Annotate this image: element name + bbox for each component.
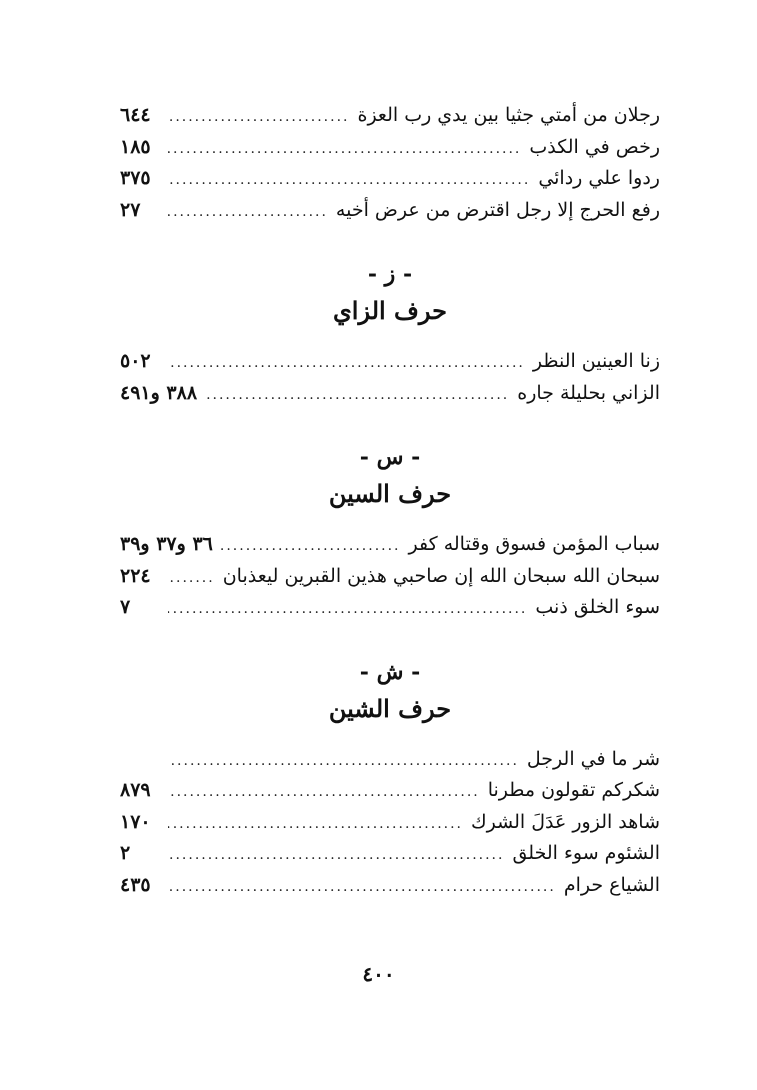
block-ra — [120, 100, 660, 226]
page-number: ٤٠٠ — [362, 962, 395, 986]
section-shin — [120, 656, 660, 902]
leader-dots — [168, 594, 527, 626]
leader-dots — [168, 197, 328, 229]
leader-dots — [168, 134, 521, 166]
index-entry — [120, 132, 660, 164]
entry-page-number: ١٨٥ — [120, 135, 151, 158]
leader-dots — [168, 563, 215, 595]
section-letter: - س - — [359, 444, 421, 470]
index-entry — [120, 592, 660, 624]
index-entry — [120, 346, 660, 378]
index-entry — [120, 378, 660, 410]
entry-text: سباب المؤمن فسوق وقتاله كفر — [408, 533, 660, 555]
index-entry — [120, 744, 660, 776]
entry-page-number: ٣٦ و٣٧ و٣٩ — [120, 533, 213, 555]
entry-page-number: ٣٨٨ و٤٩١ — [120, 381, 198, 404]
section-title: حرف السين — [328, 479, 452, 508]
section-title: حرف الشين — [328, 693, 452, 723]
leader-dots — [168, 840, 504, 872]
section-letter: - ش - — [359, 658, 421, 685]
entry-text: زنا العينين النظر — [532, 350, 660, 372]
entry-page-number: ٥٠٢ — [120, 350, 151, 372]
leader-dots — [205, 380, 509, 412]
entry-page-number: ٢ — [120, 842, 131, 864]
entry-page-number: ٤٣٥ — [120, 873, 151, 896]
leader-dots — [168, 165, 530, 197]
entry-page-number: ١٧٠ — [120, 810, 151, 833]
entry-page-number: ٧ — [120, 596, 131, 618]
leader-dots — [168, 777, 480, 809]
entry-text: الشياع حرام — [563, 873, 660, 896]
index-entry — [120, 838, 660, 870]
entry-page-number: ٢٢٤ — [120, 564, 151, 587]
index-content — [120, 100, 660, 901]
leader-dots — [168, 872, 556, 904]
entry-text: ردوا علي ردائي — [538, 167, 660, 189]
section-sin — [120, 441, 660, 624]
entry-text: شكركم تقولون مطرنا — [487, 779, 660, 801]
entry-text: رفع الحرج إلا رجل اقترض من عرض أخيه — [335, 198, 660, 221]
entry-text: الشئوم سوء الخلق — [512, 842, 660, 864]
entry-page-number: ٣٧٥ — [120, 167, 151, 189]
index-entry — [120, 163, 660, 195]
index-entry — [120, 529, 660, 561]
index-entry — [120, 100, 660, 132]
leader-dots — [221, 531, 401, 563]
entry-text: سبحان الله سبحان الله إن صاحبي هذين القبرين ليعذبان — [222, 564, 660, 587]
leader-dots — [168, 102, 349, 134]
entry-page-number: ٦٤٤ — [120, 104, 151, 126]
section-letter: - ز - — [367, 261, 413, 287]
index-entry — [120, 870, 660, 902]
entry-text: شر ما في الرجل — [526, 747, 660, 770]
section-title: حرف الزاي — [333, 296, 447, 325]
entry-text: رجلان من أمتي جثيا بين يدي رب العزة — [357, 104, 660, 126]
entry-page-number: ٢٧ — [120, 198, 141, 221]
index-entry — [120, 195, 660, 227]
leader-dots — [168, 809, 463, 841]
index-entry — [120, 775, 660, 807]
leader-dots — [168, 348, 525, 380]
index-entry — [120, 561, 660, 593]
entry-text: سوء الخلق ذنب — [535, 596, 660, 618]
entry-page-number: ٨٧٩ — [120, 779, 151, 801]
section-zay — [120, 258, 660, 409]
leader-dots — [168, 746, 519, 778]
index-entry — [120, 807, 660, 839]
entry-text: شاهد الزور عَدَلَ الشرك — [471, 810, 660, 833]
entry-text: رخص في الكذب — [529, 135, 660, 158]
entry-text: الزاني بحليلة جاره — [517, 381, 660, 404]
